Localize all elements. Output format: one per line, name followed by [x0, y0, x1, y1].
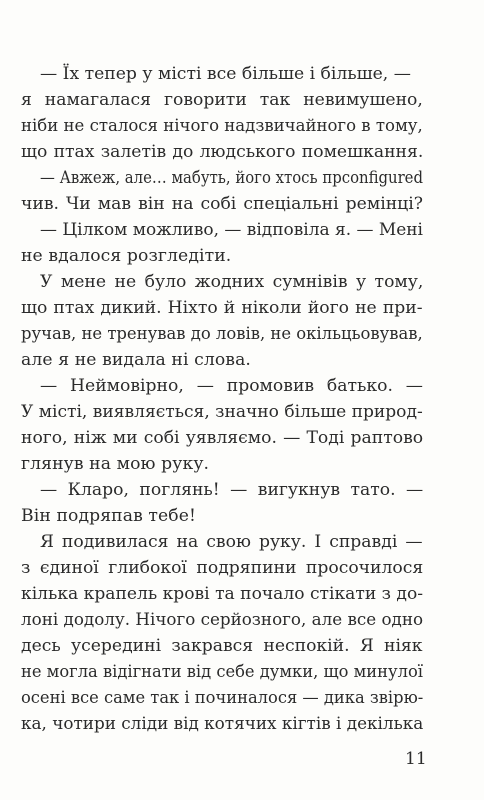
text-line: кілька крапель крові та почало стікати з до- — [21, 584, 424, 604]
text-line: У мене не було жодних сумнівів у тому, — [40, 272, 424, 292]
text-line: осені все саме так і починалося — дика звірю- — [21, 688, 424, 708]
text-line: з єдиної глибокої подряпини просочилося — [21, 558, 424, 578]
text-line: — Цілком можливо, — відповіла я. — Мені — [40, 220, 423, 240]
text-line: ручав, не тренував до ловів, не окільцьовував, — [21, 324, 423, 344]
text-line: лоні додолу. Нічого серйозного, але все одно — [21, 610, 424, 630]
text-line: чив. Чи мав він на собі спеціальні ремінці? — [21, 194, 423, 214]
text-line: — Неймовірно, — промовив батько. — — [40, 376, 423, 396]
text-line: — Кларо, поглянь! — вигукнув тато. — — [40, 480, 424, 500]
text-line: але я не видала ні слова. — [21, 350, 251, 370]
text-line: що птах залетів до людського помешкання. — [21, 142, 424, 162]
text-line: — Їх тепер у місті все більше і більше, — — [40, 64, 411, 84]
text-line: ного, ніж ми собі уявляємо. — Тоді раптово — [21, 428, 424, 448]
text-line: У місті, виявляється, значно більше природ- — [21, 402, 423, 422]
text-line: глянув на мою руку. — [21, 454, 210, 474]
text-line: Він подряпав тебе! — [21, 506, 197, 526]
text-line: — Авжеж, але… мабуть, його хтось прconfigured — [40, 168, 423, 188]
text-line: я намагалася говорити так невимушено, — [21, 90, 423, 110]
text-line: Я подивилася на свою руку. І справді — — [40, 532, 423, 552]
page-number: 11 — [405, 749, 427, 769]
text-line: що птах дикий. Ніхто й ніколи його не при- — [21, 298, 423, 318]
text-line: ніби не сталося нічого надзвичайного в тому, — [21, 116, 423, 136]
text-line: ка, чотири сліди від котячих кігтів і декілька — [21, 714, 424, 734]
text-line: не могла відігнати від себе думки, що минулої — [21, 662, 423, 682]
text-line: не вдалося розгледіти. — [21, 246, 232, 266]
text-line: десь усередині закрався неспокій. Я ніяк — [21, 636, 423, 656]
